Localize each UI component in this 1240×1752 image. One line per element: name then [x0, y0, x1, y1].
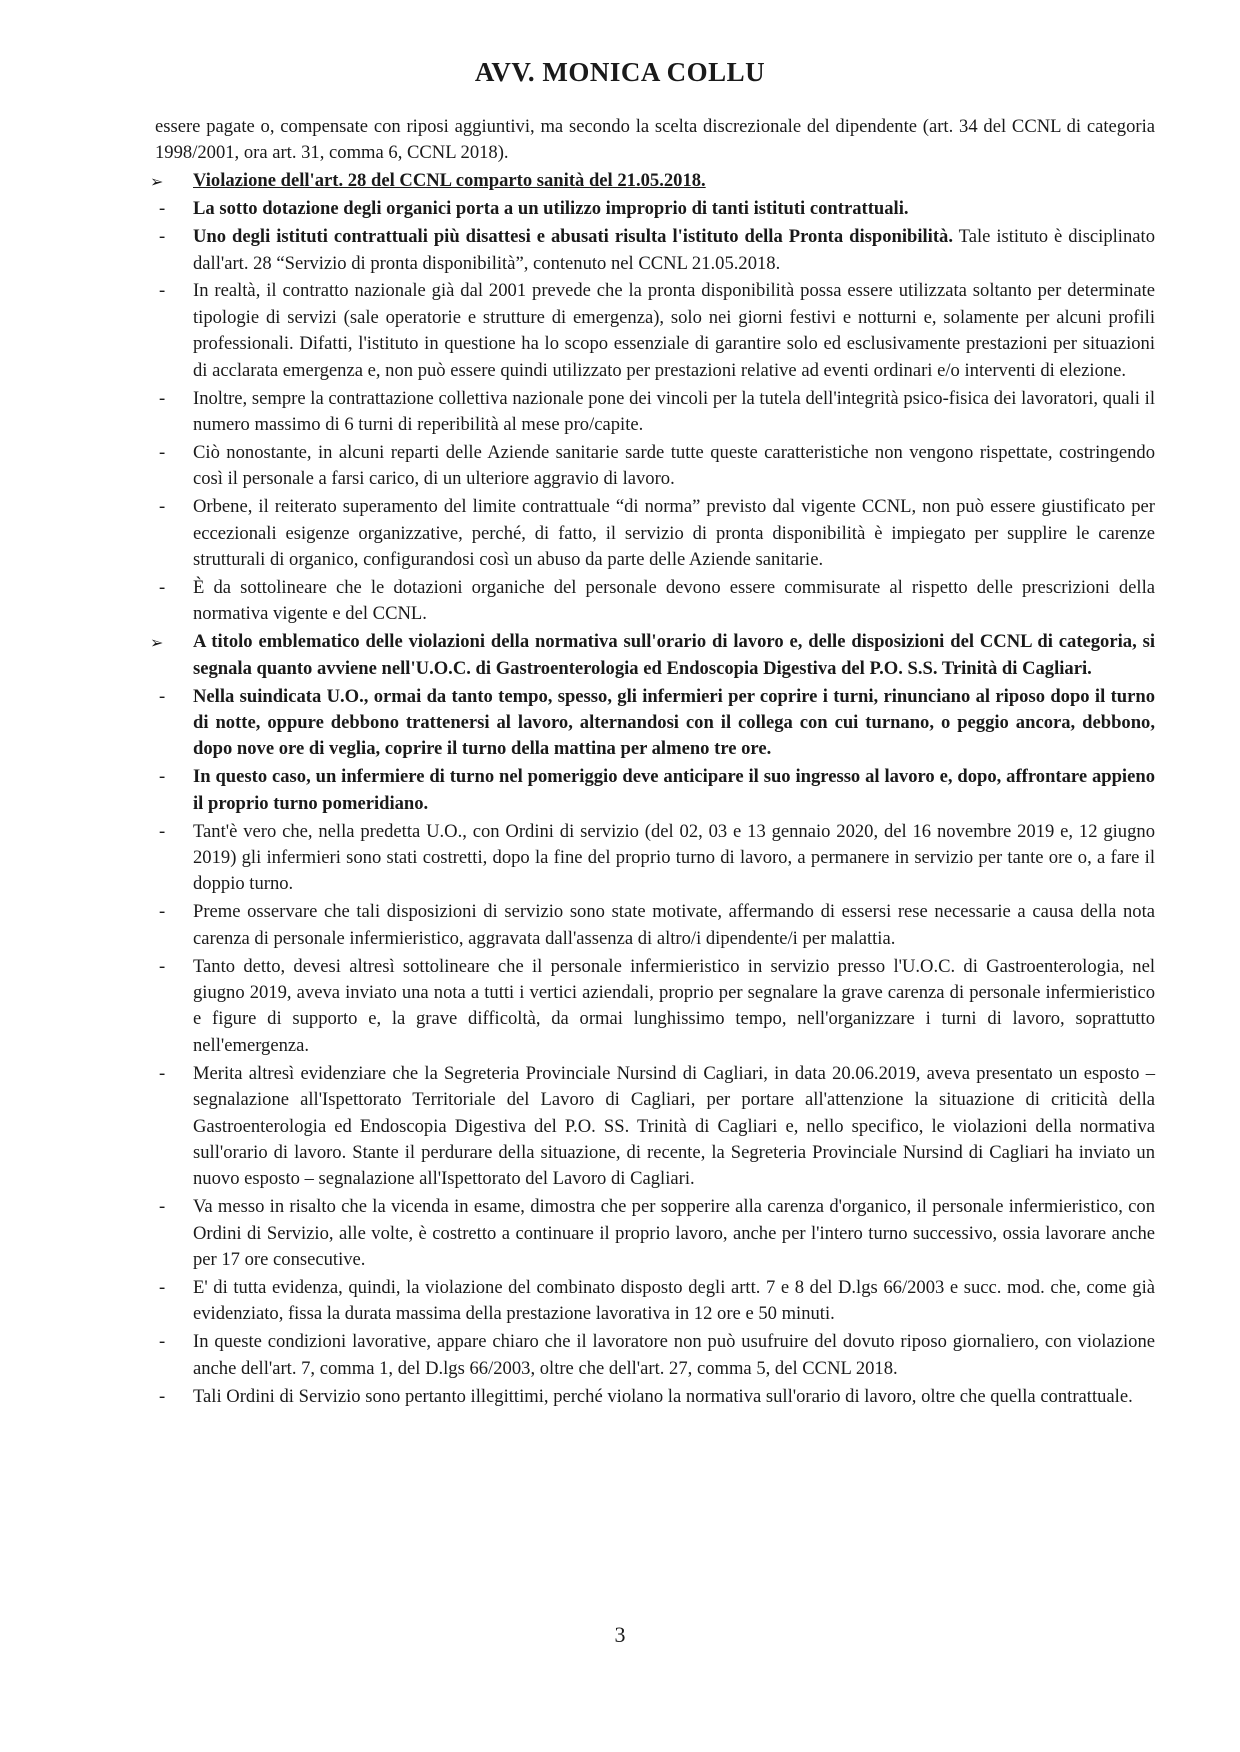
list-item: [155, 196, 1155, 222]
list-item: [150, 168, 1155, 194]
item-text: Orbene, il reiterato superamento del limite contrattuale “di norma” previsto dal vigente CCNL, non può essere giustificato per eccezionali esigenze organizzative, perché, di fatto, il servizio di pronta disponibilità è impiegato per supplire le carenze strutturali di organico, configurandosi così un abuso da parte delle Aziende sanitarie.: [193, 496, 1155, 570]
dash-bullet: -: [159, 955, 166, 977]
letterhead-title: AVV. MONICA COLLU: [474, 57, 766, 87]
list-item: [155, 1061, 1155, 1193]
arrow-bullet-icon: ➢: [150, 172, 164, 192]
dash-bullet: -: [159, 1276, 166, 1298]
list-item: [155, 899, 1155, 952]
item-text: A titolo emblematico delle violazioni della normativa sull'orario di lavoro e, delle disposizioni del CCNL di categoria, si segnala quanto avviene nell'U.O.C. di Gastroenterologia ed Endoscopia Digestiva del P.O. S.S. Trinità di Cagliari.: [193, 631, 1155, 679]
item-text: È da sottolineare che le dotazioni organiche del personale devono essere commisurate al rispetto delle prescrizioni della normativa vigente e del CCNL.: [193, 576, 1155, 625]
dash-bullet: -: [159, 441, 166, 463]
dash-bullet: -: [159, 766, 166, 788]
item-text: In queste condizioni lavorative, appare chiaro che il lavoratore non può usufruire del dovuto riposo giornaliero, con violazione anche dell'art. 7, comma 1, del D.lgs 66/2003, oltre che dell'art. 27, comma 5, del CCNL 2018.: [193, 1331, 1155, 1379]
item-text: Tanto detto, devesi altresì sottolineare che il personale infermieristico in servizio presso l'U.O.C. di Gastroenterologia, nel giugno 2019, aveva inviato una nota a tutti i vertici aziendali, proprio per segnalare la grave carenza di personale infermieristico e figure di supporto e, la grave difficoltà, da ormai lunghissimo tempo, nell'organizzare i turni di lavoro, soprattutto nell'emergenza.: [193, 955, 1155, 1056]
dash-bullet: -: [159, 198, 166, 220]
list-item: [150, 629, 1155, 682]
item-text: In realtà, il contratto nazionale già dal 2001 prevede che la pronta disponibilità possa essere utilizzata soltanto per determinate tipologie di servizi (sale operatorie e strutture di emergenza), solo nei giorni festivi e notturni e, solamente per alcuni profili professionali. Difatti, l'istituto in questione ha lo scopo essenziale di garantire solo ed esclusivamente prestazioni per situazioni di acclarata emergenza e, non può essere quindi utilizzato per prestazioni relative ad eventi ordinari e/o interventi di elezione.: [193, 280, 1155, 381]
document-body: [150, 114, 1155, 1412]
item-list: [150, 168, 1155, 1410]
list-item: [155, 1384, 1155, 1410]
item-text: Ciò nonostante, in alcuni reparti delle Aziende sanitarie sarde tutte queste caratteristiche non vengono rispettate, costringendo così il personale a farsi carico, di un ulteriore aggravio di lavoro.: [193, 441, 1155, 490]
dash-bullet: -: [159, 387, 166, 409]
list-item: [155, 440, 1155, 493]
page-number: 3: [614, 1622, 626, 1647]
dash-bullet: -: [159, 226, 166, 248]
item-text: Inoltre, sempre la contrattazione collettiva nazionale pone dei vincoli per la tutela dell'integrità psico-fisica dei lavoratori, quali il numero massimo di 6 turni di reperibilità al mese pro/capite.: [193, 387, 1155, 435]
list-item: [155, 386, 1155, 439]
item-text: La sotto dotazione degli organici porta a un utilizzo improprio di tanti istituti contrattuali.: [193, 198, 909, 220]
item-text: Va messo in risalto che la vicenda in esame, dimostra che per sopperire alla carenza d'organico, il personale infermieristico, con Ordini di Servizio, alle volte, è costretto a continuare il proprio lavoro, anche per l'intero turno successivo, ossia lavorare anche per 17 ore consecutive.: [193, 1196, 1155, 1271]
item-text: E' di tutta evidenza, quindi, la violazione del combinato disposto degli artt. 7 e 8 del D.lgs 66/2003 e succ. mod. che, come già evidenziato, fissa la durata massima della prestazione lavorativa in 12 ore e 50 minuti.: [193, 1276, 1155, 1325]
list-item: [155, 819, 1155, 898]
dash-bullet: -: [159, 820, 166, 842]
dash-bullet: -: [159, 576, 166, 598]
arrow-bullet-icon: ➢: [150, 633, 164, 653]
list-item: [155, 1329, 1155, 1382]
list-item: [155, 224, 1155, 277]
list-item: [155, 278, 1155, 384]
item-text: Tant'è vero che, nella predetta U.O., con Ordini di servizio (del 02, 03 e 13 gennaio 2020, del 16 novembre 2019 e, 12 giugno 2019) gli infermieri sono stati costretti, dopo la fine del proprio turno di lavoro, a permanere in servizio per tante ore o, a fare il doppio turno.: [193, 820, 1155, 895]
dash-bullet: -: [159, 1062, 166, 1084]
list-item: [155, 764, 1155, 817]
item-text: Preme osservare che tali disposizioni di servizio sono state motivate, affermando di essersi rese necessarie a causa della nota carenza di personale infermieristico, aggravata dall'assenza di altro/i dipendente/i per malattia.: [193, 901, 1155, 949]
list-item: [155, 954, 1155, 1060]
item-text: Tali Ordini di Servizio sono pertanto illegittimi, perché violano la normativa sull'orario di lavoro, oltre che quella contrattuale.: [193, 1385, 1133, 1407]
item-text: Tale istituto è disciplinato dall'art. 28 “Servizio di pronta disponibilità”, contenuto nel CCNL 21.05.2018.: [193, 226, 1155, 274]
item-text: Violazione dell'art. 28 del CCNL comparto sanità del 21.05.2018.: [193, 170, 706, 192]
dash-bullet: -: [159, 1196, 166, 1218]
list-item: [155, 494, 1155, 573]
list-item: [155, 684, 1155, 763]
dash-bullet: -: [159, 496, 166, 518]
item-text: In questo caso, un infermiere di turno nel pomeriggio deve anticipare il suo ingresso al lavoro e, dopo, affrontare appieno il proprio turno pomeridiano.: [193, 766, 1155, 814]
list-item: [155, 575, 1155, 628]
item-bold-text: Uno degli istituti contrattuali più disattesi e abusati risulta l'istituto della Pronta disponibilità.: [193, 226, 953, 248]
dash-bullet: -: [159, 901, 166, 923]
dash-bullet: -: [159, 1331, 166, 1353]
list-item: [155, 1194, 1155, 1273]
continuation-paragraph: essere pagate o, compensate con riposi aggiuntivi, ma secondo la scelta discrezionale del dipendente (art. 34 del CCNL di categoria 1998/2001, ora art. 31, comma 6, CCNL 2018).: [155, 116, 1155, 164]
item-text: Merita altresì evidenziare che la Segreteria Provinciale Nursind di Cagliari, in data 20.06.2019, aveva presentato un esposto – segnalazione all'Ispettorato Territoriale del Lavoro di Cagliari, per portare all'attenzione la situazione di criticità della Gastroenterologia ed Endoscopia Digestiva del P.O. SS. Trinità di Cagliari e, nello specifico, le violazioni della normativa sull'orario di lavoro. Stante il perdurare della situazione, di recente, la Segreteria Provinciale Nursind di Cagliari ha inviato un nuovo esposto – segnalazione all'Ispettorato del Lavoro di Cagliari.: [193, 1062, 1155, 1190]
dash-bullet: -: [159, 280, 166, 302]
dash-bullet: -: [159, 685, 166, 707]
dash-bullet: -: [159, 1385, 166, 1407]
item-text: Nella suindicata U.O., ormai da tanto tempo, spesso, gli infermieri per coprire i turni, rinunciano al riposo dopo il turno di notte, oppure debbono trattenersi al lavoro, alternandosi con il collega con cui turnano, o peggio ancora, debbono, dopo nove ore di veglia, coprire il turno della mattina per almeno tre ore.: [193, 685, 1155, 760]
list-item: [155, 1275, 1155, 1328]
